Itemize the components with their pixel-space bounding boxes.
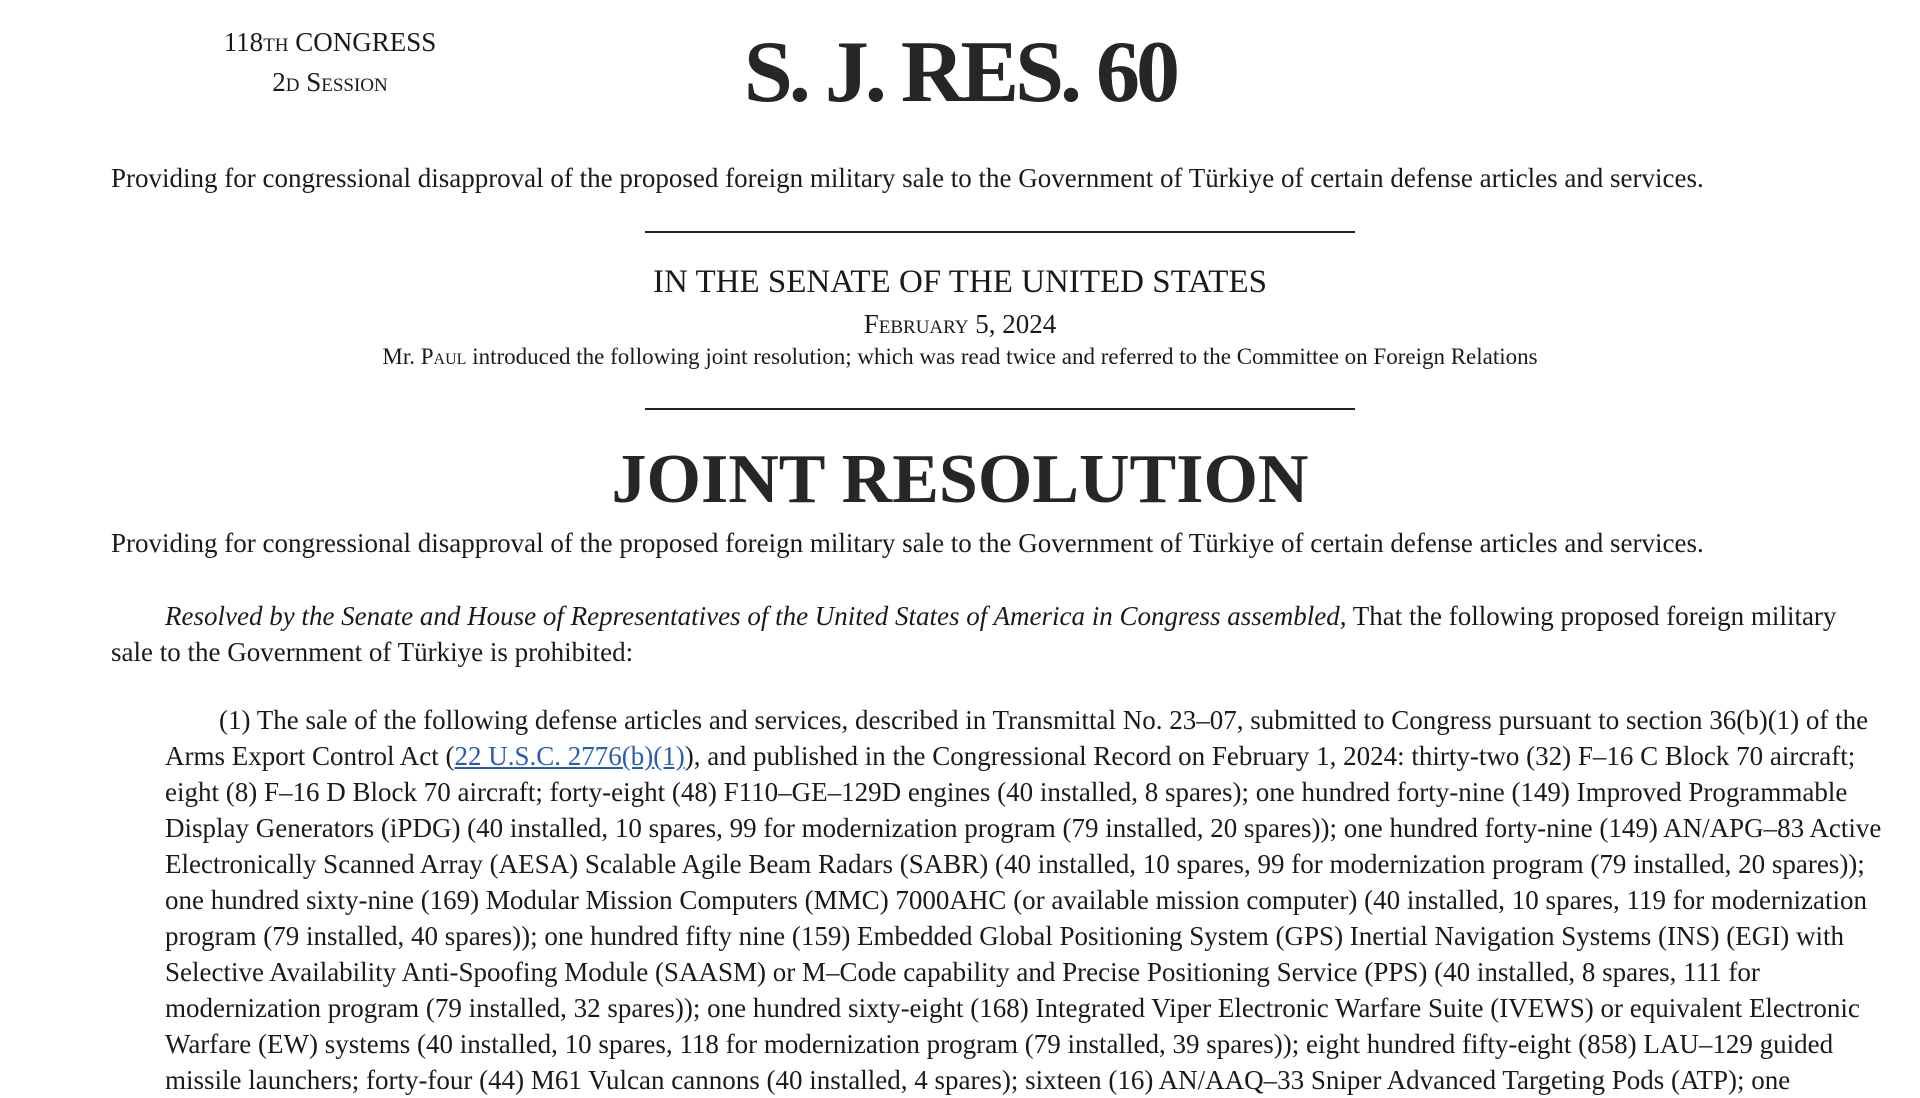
enacting-clause [111,598,1871,670]
divider-bottom [645,408,1355,410]
action-date: February 5, 2024 [863,309,1057,339]
action-text: introduced the following joint resolution; which was read twice and referred to the Committee on Foreign Relations [466,344,1538,369]
congress-number: 118 [223,27,264,57]
document-type-heading: JOINT RESOLUTION [611,441,1309,518]
congress-ordinal: TH [263,35,289,56]
chamber-heading: IN THE SENATE OF THE UNITED STATES [653,264,1267,300]
congress-label: CONGRESS [295,27,437,57]
official-title: Providing for congressional disapproval of the proposed foreign military sale to the Government of Türkiye of certain defense articles and services. [111,163,1704,193]
enacting-clause-italic: Resolved by the Senate and House of Representatives of the United States of America in Congress assembled, [165,601,1347,631]
bill-number: S. J. RES. 60 [743,24,1177,121]
paragraph-1-text-a: (1) The sale of the following defense articles and services, described in Transmittal No. 23–07, submitted to Congress pursuant to section 36(b)(1) of the Arms Export Control Act ( [165,705,1869,771]
sponsor-name: Paul [420,344,467,369]
paragraph-1 [165,702,1891,1098]
session-label: Session [306,67,388,97]
paragraph-1-text-b: ), and published in the Congressional Record on February 1, 2024: thirty-two (32) F–16 C Block 70 aircraft; eight (8) F–16 D Block 70 aircraft; forty-eight (48) F110–GE–129D engines (40 installed, 8 spares); one hundred forty-nine (149) Improved Programmable Display Generators (iPDG) (40 installed, 10 spares, 99 for modernization program (79 installed, 20 spares)); one hundred forty-nine (149) AN/APG–83 Active Electronically Scanned Array (AESA) Scalable Agile Beam Radars (SABR) (40 installed, 10 spares, 99 for modernization program (79 installed, 20 spares)); one hundred sixty-nine (169) Modular Mission Computers (MMC) 7000AHC (or available mission computer) (40 installed, 10 spares, 119 for modernization program (79 installed, 40 spares)); one hundred fifty nine (159) Embedded Global Positioning System (GPS) Inertial Navigation Systems (INS) (EGI) with Selective Availability Anti-Spoofing Module (SAASM) or M–Code capability and Precise Positioning Service (PPS) (40 installed, 8 spares, 111 for modernization program (79 installed, 32 spares)); one hundred sixty-eight (168) Integrated Viper Electronic Warfare Suite (IVEWS) or equivalent Electronic Warfare (EW) systems (40 installed, 10 spares, 118 for modernization program (79 installed, 39 spares)); eight hundred fifty-eight (858) LAU–129 guided missile launchers; forty-four (44) M61 Vulcan cannons (40 installed, 4 spares); sixteen (16) AN/AAQ–33 Sniper Advanced Targeting Pods (ATP); one [165,741,1882,1095]
enacting-clause-rest: That the following proposed foreign military sale to the Government of Türkiye is prohibited: [111,601,1837,667]
usc-citation-link[interactable]: 22 U.S.C. 2776(b)(1) [454,741,685,771]
session-ordinal: D [285,75,300,96]
sponsor-prefix: Mr. [382,344,421,369]
resolution-title: Providing for congressional disapproval of the proposed foreign military sale to the Government of Türkiye of certain defense articles and services. [111,528,1704,558]
divider-top [645,231,1355,233]
session-number: 2 [272,67,286,97]
action-line [0,340,1920,374]
